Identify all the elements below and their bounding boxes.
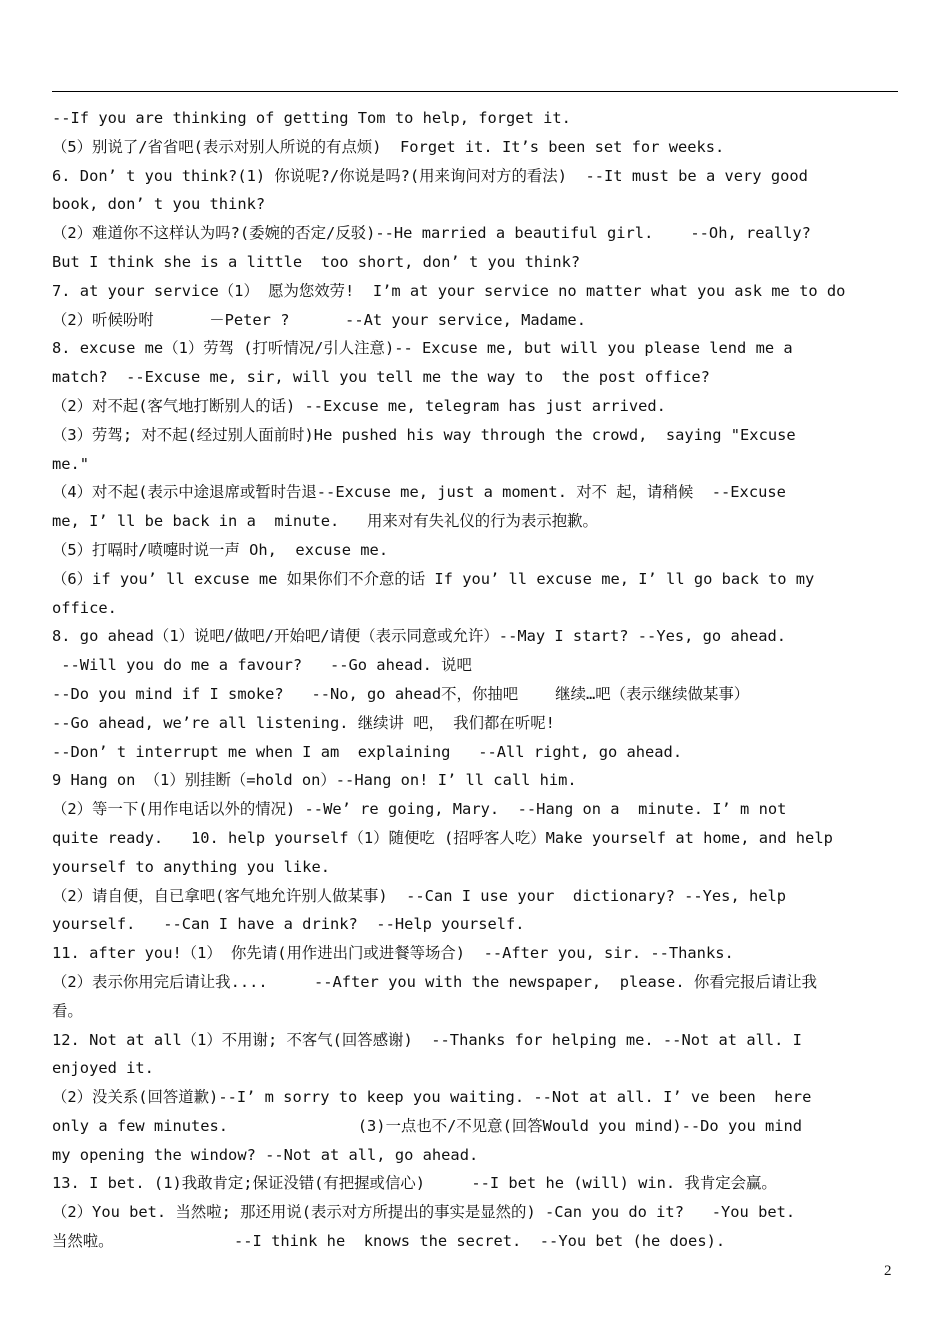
text-line: （2）等一下(用作电话以外的情况) --We’ re going, Mary. --Hang on a minute. I’ m not [52, 800, 787, 819]
text-line: my opening the window? --Not at all, go ahead. [52, 1145, 479, 1164]
text-line: （5）别说了/省省吧(表示对别人所说的有点烦) Forget it. It’s been set for weeks. [52, 137, 725, 156]
text-line: 8. go ahead（1）说吧/做吧/开始吧/请便（表示同意或允许）--May I start? --Yes, go ahead. [52, 627, 787, 646]
text-line: （2）没关系(回答道歉)--I’ m sorry to keep you waiting. --Not at all. I’ ve been here [52, 1088, 812, 1107]
text-line: yourself. --Can I have a drink? --Help yourself. [52, 915, 525, 934]
text-line: 11. after you!（1） 你先请(用作进出门或进餐等场合) --After you, sir. --Thanks. [52, 944, 734, 963]
text-line: （4）对不起(表示中途退席或暂时告退--Excuse me, just a moment. 对不 起，请稍候 --Excuse [52, 483, 786, 502]
text-line: --Will you do me a favour? --Go ahead. 说吧 [52, 656, 472, 675]
text-line: 13. I bet. (1)我敢肯定;保证没错(有把握或信心) --I bet he (will) win. 我肯定会赢。 [52, 1174, 777, 1193]
text-line: me, I’ ll be back in a minute. 用来对有失礼仪的行为表示抱歉。 [52, 512, 598, 531]
text-line: （2）听候吩咐 －Peter ? --At your service, Madame. [52, 310, 586, 329]
page-number: 2 [884, 1263, 892, 1279]
text-line: me." [52, 454, 90, 473]
text-line: But I think she is a little too short, don’ t you think? [52, 252, 581, 271]
text-line: （2）表示你用完后请让我.... --After you with the newspaper, please. 你看完报后请让我 [52, 972, 817, 991]
text-line: （2）难道你不这样认为吗?(委婉的否定/反驳)--He married a beautiful girl. --Oh, really? [52, 224, 811, 243]
header-rule [52, 91, 898, 92]
text-line: --Do you mind if I smoke? --No, go ahead不，你抽吧 继续…吧（表示继续做某事） [52, 684, 750, 703]
text-line: 看。 [52, 1001, 83, 1020]
text-line: enjoyed it. [52, 1059, 154, 1078]
text-line: 12. Not at all（1）不用谢; 不客气(回答感谢) --Thanks for helping me. --Not at all. I [52, 1030, 802, 1049]
text-line: --If you are thinking of getting Tom to help, forget it. [52, 109, 571, 127]
text-line: 当然啦。 --I think he knows the secret. --You bet (he does). [52, 1232, 726, 1251]
text-line: match? --Excuse me, sir, will you tell me the way to the post office? [52, 368, 710, 387]
text-line: book, don’ t you think? [52, 195, 266, 214]
text-line: （6）if you’ ll excuse me 如果你们不介意的话 If you’ ll excuse me, I’ ll go back to my [52, 569, 815, 588]
text-line: （3）劳驾; 对不起(经过别人面前时)He pushed his way through the crowd, saying "Excuse [52, 425, 796, 444]
text-line: 9 Hang on （1）别挂断（=hold on）--Hang on! I’ ll call him. [52, 771, 577, 790]
text-line: yourself to anything you like. [52, 857, 330, 876]
document-body [52, 104, 898, 1256]
text-line: 7. at your service（1） 愿为您效劳! I’m at your service no matter what you ask me to do [52, 281, 846, 300]
text-line: --Don’ t interrupt me when I am explaining --All right, go ahead. [52, 742, 683, 761]
text-line: only a few minutes. (3)一点也不/不见意(回答Would you mind)--Do you mind [52, 1116, 803, 1135]
text-line: （2）对不起(客气地打断别人的话) --Excuse me, telegram has just arrived. [52, 396, 666, 415]
text-line: quite ready. 10. help yourself（1）随便吃 (招呼客人吃）Make yourself at home, and help [52, 828, 833, 847]
text-line: 6. Don’ t you think?(1) 你说呢?/你说是吗?(用来询问对方的看法) --It must be a very good [52, 166, 808, 185]
text-line: （2）You bet. 当然啦; 那还用说(表示对方所提出的事实是显然的) -Can you do it? -You bet. [52, 1203, 796, 1222]
text-line: 8. excuse me（1）劳驾 (打听情况/引人注意)-- Excuse me, but will you please lend me a [52, 339, 793, 358]
text-line: （2）请自便，自已拿吧(客气地允许别人做某事) --Can I use your dictionary? --Yes, help [52, 886, 787, 905]
text-line: （5）打嗝时/喷嚏时说一声 Oh, excuse me. [52, 540, 389, 559]
text-line: --Go ahead, we’re all listening. 继续讲 吧， 我们都在听呢! [52, 713, 555, 732]
text-line: office. [52, 598, 117, 617]
